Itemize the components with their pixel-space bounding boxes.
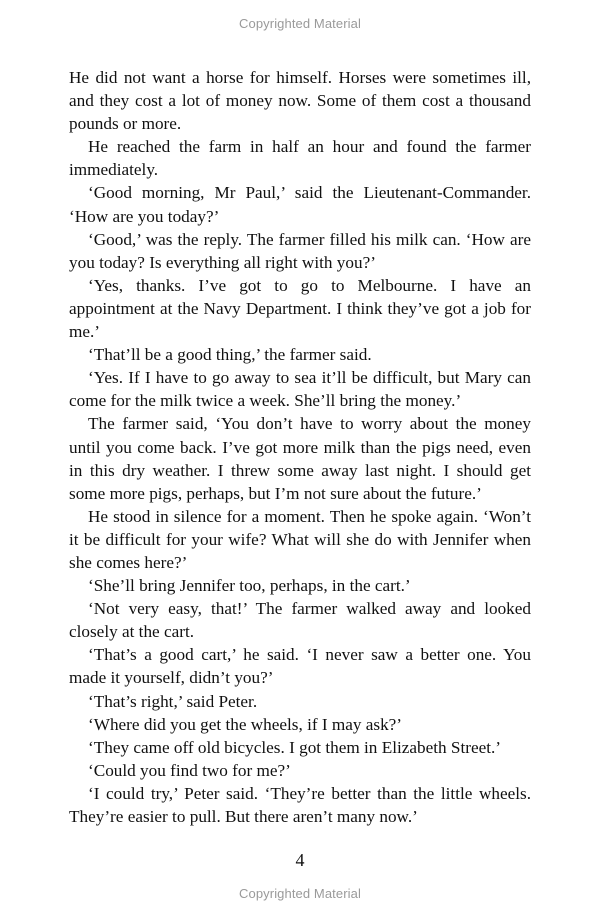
paragraph: ‘That’ll be a good thing,’ the farmer said. <box>88 345 372 365</box>
page-number: 4 <box>295 850 305 870</box>
paragraph: ‘Yes, thanks. I’ve got to go to Melbourne. I have an appointment at the Navy Department. I think they’ve got a job for me.’ <box>69 275 531 342</box>
paragraph: ‘Could you find two for me?’ <box>88 760 291 780</box>
page-body-text <box>69 66 531 828</box>
paragraph: He did not want a horse for himself. Horses were sometimes ill, and they cost a lot of money now. Some of them cost a thousand pounds or more. <box>69 68 531 134</box>
paragraph: ‘She’ll bring Jennifer too, perhaps, in the cart.’ <box>88 576 411 596</box>
paragraph: ‘I could try,’ Peter said. ‘They’re better than the little wheels. They’re easier to pull. But there aren’t many now.’ <box>69 783 531 826</box>
paragraph: ‘Not very easy, that!’ The farmer walked away and looked closely at the cart. <box>69 599 531 642</box>
paragraph: ‘Yes. If I have to go away to sea it’ll be difficult, but Mary can come for the milk twice a week. She’ll bring the money.’ <box>69 368 531 411</box>
paragraph: ‘They came off old bicycles. I got them in Elizabeth Street.’ <box>88 737 501 757</box>
paragraph: He reached the farm in half an hour and found the farmer immediately. <box>69 137 531 180</box>
paragraph: The farmer said, ‘You don’t have to worry about the money until you come back. I’ve got more milk than the pigs need, even in this dry weather. I threw some away last night. I should get some more pigs, perhaps, but I’m not sure about the future.’ <box>69 414 531 503</box>
paragraph: ‘Where did you get the wheels, if I may ask?’ <box>88 714 403 734</box>
paragraph: He stood in silence for a moment. Then he spoke again. ‘Won’t it be difficult for your wife? What will she do with Jennifer when she comes here?’ <box>69 506 531 572</box>
paragraph: ‘Good morning, Mr Paul,’ said the Lieutenant-Commander. ‘How are you today?’ <box>69 183 531 226</box>
paragraph: ‘Good,’ was the reply. The farmer filled his milk can. ‘How are you today? Is everything all right with you?’ <box>69 229 531 272</box>
paragraph: ‘That’s a good cart,’ he said. ‘I never saw a better one. You made it yourself, didn’t you?’ <box>69 645 531 688</box>
paragraph: ‘That’s right,’ said Peter. <box>88 691 258 711</box>
copyright-watermark-top: Copyrighted Material <box>239 16 361 31</box>
copyright-watermark-bottom: Copyrighted Material <box>239 886 361 901</box>
